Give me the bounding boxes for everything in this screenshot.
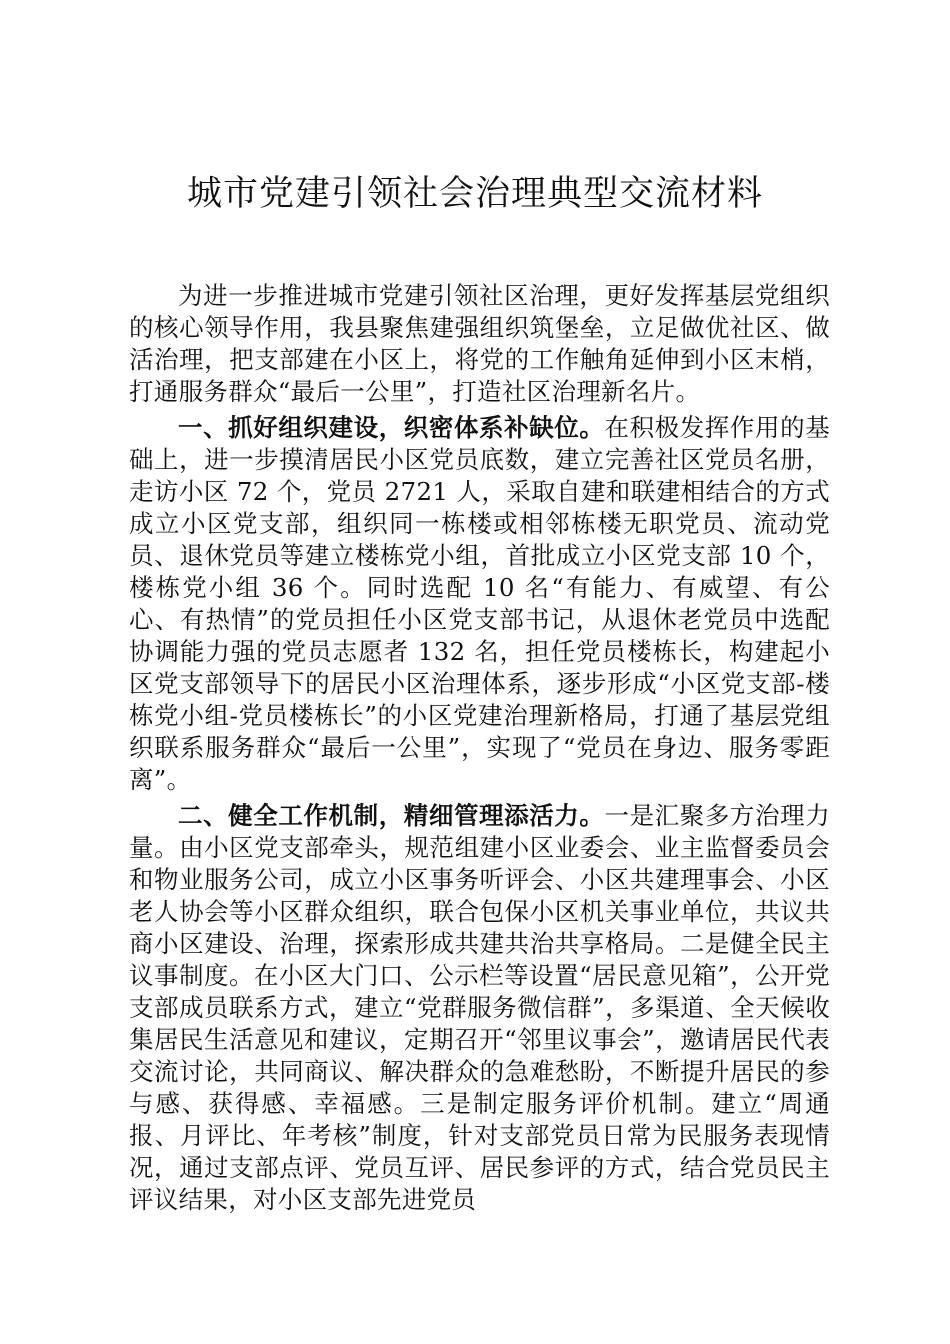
paragraph-text: 为进一步推进城市党建引领社区治理，更好发挥基层党组织的核心领导作用，我县聚焦建强组织筑堡垒，立足做优社区、做活治理，把支部建在小区上，将党的工作触角延伸到小区末梢，打通服务群众“最后一公里”，打造社区治理新名片。 [129, 281, 830, 406]
paragraph-section-1 [129, 412, 830, 796]
paragraph-section-2 [129, 800, 830, 1216]
document-body [129, 280, 830, 1220]
paragraph-intro [129, 280, 830, 408]
paragraph-text: 在积极发挥作用的基础上，进一步摸清居民小区党员底数，建立完善社区党员名册，走访小区 72 个，党员 2721 人，采取自建和联建相结合的方式成立小区党支部，组织同一栋楼或相邻栋楼无职党员、流动党员、退休党员等建立楼栋党小组，首批成立小区党支部 10 个，楼栋党小组 36 个。同时选配 10 名“有能力、有威望、有公心、有热情”的党员担任小区党支部书记，从退休老党员中选配协调能力强的党员志愿者 132 名，担任党员楼栋长，构建起小区党支部领导下的居民小区治理体系，逐步形成“小区党支部-楼栋党小组-党员楼栋长”的小区党建治理新格局，打通了基层党组织联系服务群众“最后一公里”，实现了“党员在身边、服务零距离”。 [129, 413, 830, 794]
section-heading: 二、健全工作机制，精细管理添活力。 [178, 801, 605, 830]
document-title: 城市党建引领社会治理典型交流材料 [186, 174, 763, 214]
paragraph-text: 一是汇聚多方治理力量。由小区党支部牵头，规范组建小区业委会、业主监督委员会和物业服务公司，成立小区事务听评会、小区共建理事会、小区老人协会等小区群众组织，联合包保小区机关事业单位，共议共商小区建设、治理，探索形成共建共治共享格局。二是健全民主议事制度。在小区大门口、公示栏等设置“居民意见箱”，公开党支部成员联系方式，建立“党群服务微信群”，多渠道、全天候收集居民生活意见和建议，定期召开“邻里议事会”，邀请居民代表交流讨论，共同商议、解决群众的急难愁盼，不断提升居民的参与感、获得感、幸福感。三是制定服务评价机制。建立“周通报、月评比、年考核”制度，针对支部党员日常为民服务表现情况，通过支部点评、党员互评、居民参评的方式，结合党员民主评议结果，对小区支部先进党员 [129, 801, 830, 1214]
section-heading: 一、抓好组织建设，织密体系补缺位。 [178, 413, 605, 442]
